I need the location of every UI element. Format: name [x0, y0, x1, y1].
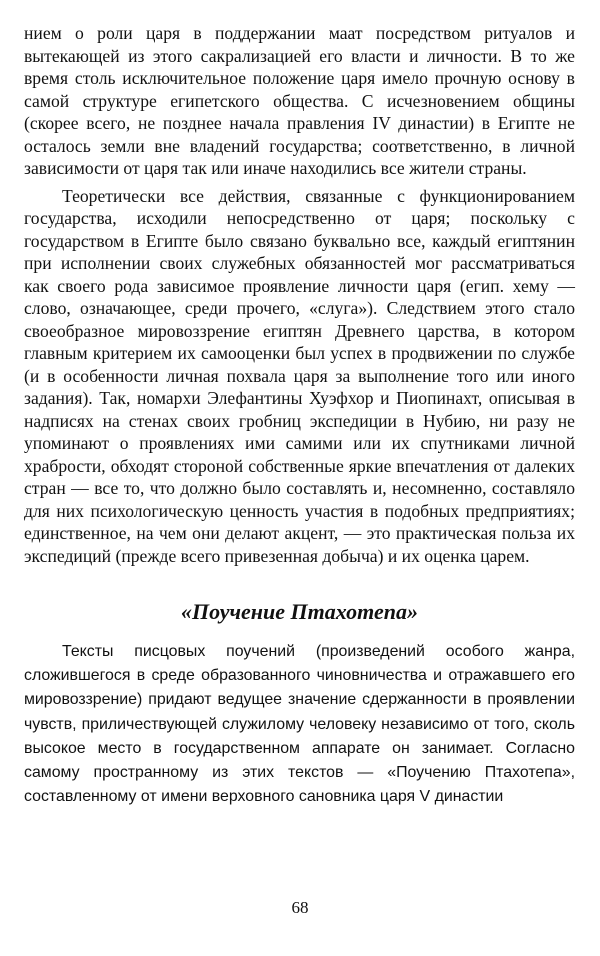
paragraph-continuation: нием о роли царя в поддержании маат посредством ритуалов и вытекающей из этого сакрализацией его власти и личности. В то же время столь исключительное положение царя имело прочную основу в самой структуре египетского общества. С исчезновением общины (скорее всего, не позднее начала правления IV династии) в Египте не осталось земли вне владений государства; соответственно, в личной зависимости от царя так или иначе находились все жители страны. — [24, 23, 575, 178]
section-heading: «Поучение Птахотепа» — [181, 599, 418, 624]
paragraph-teachings: Тексты писцовых поучений (произведений особого жанра, сложившегося в среде образованного чиновничества и отражавшего его мировоззрение) придают ведущее значение сдержанности в проявлении чувств, приличествующей служилому человеку независимо от того, сколь высокое место в государственном аппарате он занимает. Согласно самому пространному из этих текстов — «Поучению Птахотепа», составленному от имени верховного сановника царя V династии — [24, 643, 575, 806]
book-page — [24, 22, 575, 809]
paragraph-theoretical: Теоретически все действия, связанные с функционированием государства, исходили непосредственно от царя; поскольку с государством в Египте было связано буквально все, каждый египтянин при исполнении своих служебных обязанностей мог рассматриваться как своего рода зависимое проявление личности царя (егип. хему — слово, означающее, среди прочего, «слуга»). Следствием этого стало своеобразное мировоззрение египтян Древнего царства, в котором главным критерием их самооценки был успех в продвижении по службе (и в особенности личная похвала царя за выполнение того или иного задания). Так, номархи Элефантины Хуэфхор и Пиопинахт, описывая в надписях на стенах своих гробниц экспедиции в Нубию, ни разу не упоминают о проявлениях ими самими или их спутниками личной храбрости, обходят стороной собственные яркие впечатления от далеких стран — все то, что должно было составлять и, несомненно, составляло для них психологическую ценность участия в подобных предприятиях; единственное, на чем они делают акцент, — это практическая польза их экспедиций (прежде всего привезенная добыча) и их оценка царем. — [24, 185, 575, 566]
page-number: 68 — [291, 898, 309, 917]
